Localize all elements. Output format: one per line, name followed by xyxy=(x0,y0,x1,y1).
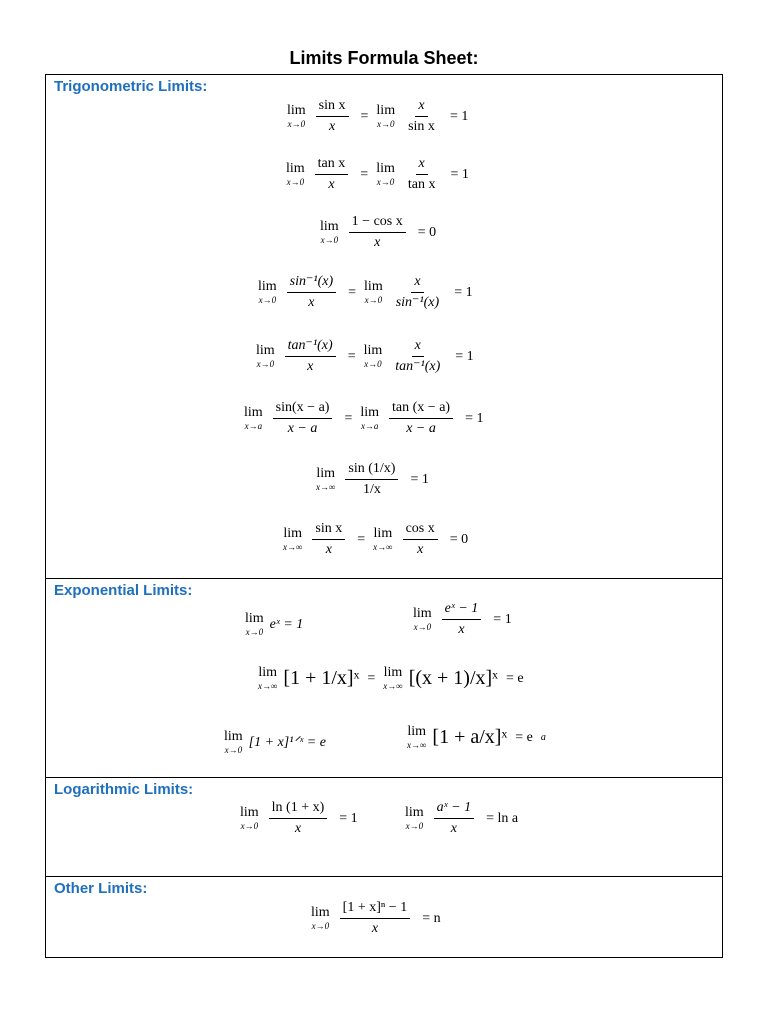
formula-sin-one-over-x: lim x→∞ $\frac{\sin (1/x)}{1/x}$ = 1 xyxy=(316,461,429,498)
formula-arcsin: lim x→0 $\frac{\text{sin⁻¹(x)}}{x}$ = lim x→0 $\frac{x}{\text{sin⁻¹(x)}}$ = 1 xyxy=(258,274,473,311)
formula-arctan: lim x→0 $\frac{\text{tan⁻¹(x)}}{x}$ = lim x→0 $\frac{x}{\text{tan⁻¹(x)}}$ = 1 xyxy=(256,338,474,375)
formula-sinx-at-infinity: lim x→∞ $\frac{\text{sin x}}{x}$ = lim x→∞ $\frac{\text{cos x}}{x}$ = 0 xyxy=(283,521,469,558)
formula-compound-bracket: lim x→∞ [1 + 1/x]ˣ = lim x→∞ [(x + 1)/x]ˣ = e xyxy=(258,665,524,691)
formula-tanx-over-x: lim x→0 $\frac{\text{tan x}}{x}$ = lim x→0 $\frac{x}{\text{tan x}}$ = 1 xyxy=(286,156,469,193)
formula-binomial: lim x→0 $\frac{\text{[1 + x]ⁿ − 1}}{x}$ = n xyxy=(311,900,441,937)
section-logarithmic xyxy=(45,777,723,877)
section-title-trigonometric: Trigonometric Limits: xyxy=(54,78,208,95)
formula-ex-minus-one: lim x→0 $\frac{\text{eˣ − 1}}{x}$ = 1 xyxy=(413,601,512,638)
formula-power-one-over-x: lim x→0 [1 + x]¹ᐟˣ = e xyxy=(224,729,326,755)
formula-ax-minus-one: lim x→0 $\frac{\text{aˣ − 1}}{x}$ = ln a xyxy=(405,800,519,837)
page-title: Limits Formula Sheet: xyxy=(289,48,479,68)
section-trigonometric xyxy=(45,74,723,579)
formula-sin-x-minus-a: lim x→a $\frac{\sin(x - a)}{x - a}$ = lim x→a $\frac{\tan (x - a)}{x - a}$ = 1 xyxy=(244,400,484,437)
section-title-other: Other Limits: xyxy=(54,880,148,897)
section-title-logarithmic: Logarithmic Limits: xyxy=(54,781,194,798)
section-title-exponential: Exponential Limits: xyxy=(54,582,193,599)
formula-e-power-x: lim x→0 eˣ = 1 xyxy=(245,611,304,637)
formula-sinx-over-x: lim x→0 $\frac{\text{sin x}}{x}$ = lim x→0 $\frac{x}{\text{sin x}}$ = 1 xyxy=(287,98,469,135)
formula-one-minus-cos: lim x→0 $\frac{\text{1 − cos x}}{x}$ = 0 xyxy=(320,214,437,251)
formula-a-over-x: lim x→∞ [1 + a/x]ˣ = e a xyxy=(407,724,546,750)
formula-ln-one-plus-x: lim x→0 $\frac{\ln (1 + x)}{x}$ = 1 xyxy=(240,800,358,837)
